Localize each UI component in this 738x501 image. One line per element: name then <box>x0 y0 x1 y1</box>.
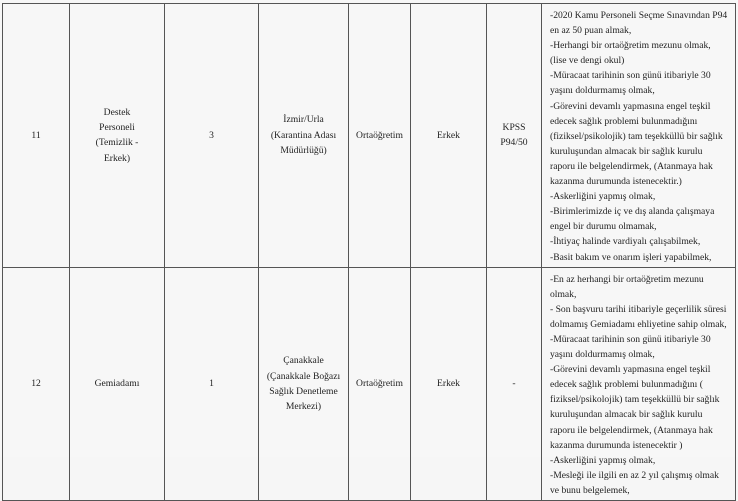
position-line: Gemiadamı <box>94 378 140 390</box>
table-row <box>3 267 736 500</box>
count-cell: 3 <box>165 4 259 268</box>
requirement-item: -Askerliğini yapmış olmak, <box>550 191 656 203</box>
kpss-line: P94/50 <box>500 137 528 149</box>
location-cell <box>259 4 349 268</box>
requirement-item: -Basit bakım ve onarım işleri yapabilmek, <box>550 251 712 263</box>
location-line: İzmir/Urla <box>283 114 324 126</box>
location-line: (Çanakkale Boğazı <box>266 370 341 382</box>
education-cell: Ortaöğretim <box>349 267 411 500</box>
position-line: Erkek) <box>103 152 131 164</box>
kpss-cell <box>487 267 542 500</box>
requirement-item: - Son başvuru tarihi itibariyle geçerlilik süresi dolmamış Gemiadamı ehliyetine sahip olmak, <box>550 303 727 330</box>
requirement-item: -Görevini devamlı yapmasına engel teşkil edecek sağlık problemi bulunmadığını (fiziksel/psikolojik) tam teşekküllü bir sağlık kuruluşundan almacak bir sağlık kurulu raporu ile belgelendirmek, (Atanmaya hak kazanma durumunda istenecektir.) <box>550 100 723 188</box>
requirement-item: -En az herhangi bir ortaöğretim mezunu olmak, <box>550 273 704 300</box>
location-cell <box>259 267 349 500</box>
row-number-cell: 11 <box>3 4 70 268</box>
job-postings-table <box>2 3 736 501</box>
requirement-item: -Birimlerimizde iç ve dış alanda çalışmaya engel bir durumu olmamak, <box>550 206 715 233</box>
requirements-cell <box>542 267 736 500</box>
education-cell: Ortaöğretim <box>349 4 411 268</box>
position-line: Destek <box>103 106 131 118</box>
requirement-item: -Görevini devamlı yapmasına engel teşkil edecek sağlık problemi bulunmadığını ( fiziksel/psikolojik) tam teşekküllü bir sağlık kuruluşundan almacak bir sağlık kurulu raporu ile belgelendirmek, (Atanmaya hak kazanma durumunda istenecektir ) <box>550 364 720 451</box>
position-line: (Temizlik - <box>95 137 139 149</box>
kpss-line: - <box>512 378 516 390</box>
gender-cell: Erkek <box>411 4 487 268</box>
position-cell <box>70 267 165 500</box>
location-line: (Karantina Adası <box>270 129 337 141</box>
location-line: Sağlık Denetleme <box>269 385 338 397</box>
location-line: Merkezi) <box>285 401 322 412</box>
requirement-item: -Müracaat tarihinin son günü itibariyle 30 yaşını doldurmamış olmak, <box>550 333 711 361</box>
requirements-cell <box>542 4 736 268</box>
position-line: Personeli <box>99 122 135 134</box>
requirement-item: -Mesleği ile ilgili en az 2 yıl çalışmış olmak ve bunu belgelemek, <box>550 469 719 496</box>
location-line: Çanakkale <box>283 355 324 367</box>
kpss-cell <box>487 4 542 268</box>
requirement-item: -Müracaat tarihinin son günü itibariyle 30 yaşını doldurmamış olmak, <box>550 70 711 97</box>
kpss-line: KPSS <box>502 122 526 134</box>
table-row <box>3 4 736 268</box>
requirement-item: -Askerliğini yapmış olmak, <box>550 454 656 466</box>
count-cell: 1 <box>165 267 259 500</box>
requirement-item: -Herhangi bir ortaöğretim mezunu olmak, (lise ve dengi okul) <box>550 40 711 67</box>
position-cell <box>70 4 165 268</box>
gender-cell: Erkek <box>411 267 487 500</box>
requirement-item: -İhtiyaç halinde vardiyalı çalışabilmek, <box>550 236 701 248</box>
row-number-cell: 12 <box>3 267 70 500</box>
requirement-item: -2020 Kamu Personeli Seçme Sınavından P94 en az 50 puan almak, <box>550 10 728 37</box>
location-line: Müdürlüğü) <box>280 144 327 156</box>
